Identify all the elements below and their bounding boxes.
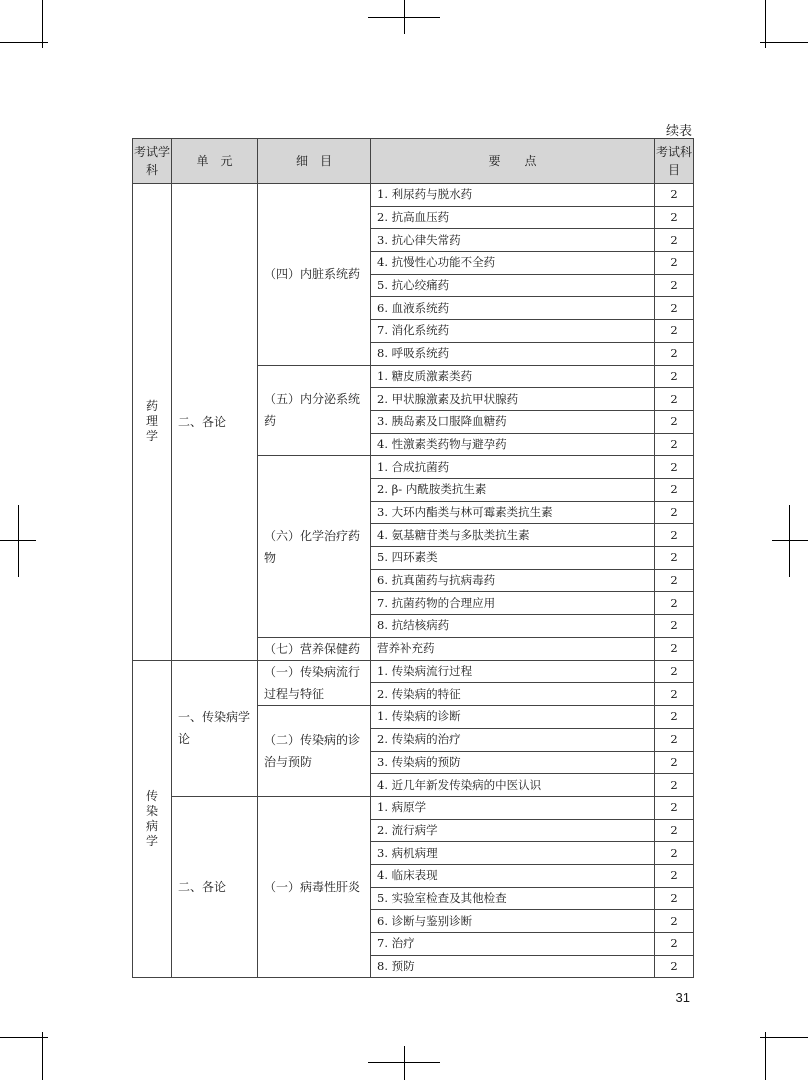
point-cell: 7. 抗菌药物的合理应用 <box>371 592 655 615</box>
point-cell: 2. 传染病的特征 <box>371 683 655 706</box>
exam-cell: 2 <box>655 955 694 978</box>
point-cell: 8. 预防 <box>371 955 655 978</box>
subject-cell <box>133 184 172 661</box>
point-cell: 1. 利尿药与脱水药 <box>371 184 655 207</box>
point-cell: 7. 治疗 <box>371 933 655 956</box>
point-cell: 3. 抗心律失常药 <box>371 229 655 252</box>
exam-cell: 2 <box>655 887 694 910</box>
exam-cell: 2 <box>655 184 694 207</box>
exam-cell: 2 <box>655 933 694 956</box>
exam-cell: 2 <box>655 524 694 547</box>
point-cell: 6. 抗真菌药与抗病毒药 <box>371 569 655 592</box>
exam-cell: 2 <box>655 456 694 479</box>
table-row <box>133 184 694 207</box>
unit-cell: 一、传染病学论 <box>172 660 258 796</box>
point-cell: 3. 大环内酯类与林可霉素类抗生素 <box>371 501 655 524</box>
point-cell: 5. 四环素类 <box>371 547 655 570</box>
exam-cell: 2 <box>655 365 694 388</box>
exam-cell: 2 <box>655 274 694 297</box>
exam-cell: 2 <box>655 206 694 229</box>
detail-cell: （一）病毒性肝炎 <box>258 796 371 978</box>
exam-cell: 2 <box>655 751 694 774</box>
exam-cell: 2 <box>655 569 694 592</box>
detail-cell: （四）内脏系统药 <box>258 184 371 366</box>
point-cell: 6. 诊断与鉴别诊断 <box>371 910 655 933</box>
point-cell: 7. 消化系统药 <box>371 320 655 343</box>
point-cell: 2. β- 内酰胺类抗生素 <box>371 478 655 501</box>
point-cell: 2. 流行病学 <box>371 819 655 842</box>
point-cell: 4. 氨基糖苷类与多肽类抗生素 <box>371 524 655 547</box>
exam-cell: 2 <box>655 547 694 570</box>
exam-cell: 2 <box>655 501 694 524</box>
exam-cell: 2 <box>655 592 694 615</box>
header-unit: 单 元 <box>172 139 258 184</box>
exam-cell: 2 <box>655 297 694 320</box>
point-cell: 2. 传染病的治疗 <box>371 728 655 751</box>
exam-cell: 2 <box>655 320 694 343</box>
point-cell: 3. 胰岛素及口服降血糖药 <box>371 410 655 433</box>
header-points: 要 点 <box>371 139 655 184</box>
point-cell: 1. 糖皮质激素类药 <box>371 365 655 388</box>
header-detail: 细 目 <box>258 139 371 184</box>
exam-cell: 2 <box>655 637 694 660</box>
detail-cell: （二）传染病的诊治与预防 <box>258 706 371 797</box>
point-cell: 5. 抗心绞痛药 <box>371 274 655 297</box>
table-row <box>133 660 694 683</box>
detail-cell: （一）传染病流行过程与特征 <box>258 660 371 705</box>
point-cell: 1. 传染病的诊断 <box>371 706 655 729</box>
point-cell: 8. 抗结核病药 <box>371 615 655 638</box>
exam-cell: 2 <box>655 342 694 365</box>
point-cell: 营养补充药 <box>371 637 655 660</box>
point-cell: 1. 病原学 <box>371 796 655 819</box>
exam-cell: 2 <box>655 842 694 865</box>
exam-cell: 2 <box>655 433 694 456</box>
exam-cell: 2 <box>655 728 694 751</box>
point-cell: 4. 近几年新发传染病的中医认识 <box>371 774 655 797</box>
exam-cell: 2 <box>655 706 694 729</box>
point-cell: 8. 呼吸系统药 <box>371 342 655 365</box>
exam-cell: 2 <box>655 615 694 638</box>
exam-cell: 2 <box>655 683 694 706</box>
detail-cell: （七）营养保健药 <box>258 637 371 660</box>
exam-syllabus-table <box>132 138 694 978</box>
point-cell: 4. 临床表现 <box>371 864 655 887</box>
exam-cell: 2 <box>655 796 694 819</box>
subject-label: 传染病学 <box>145 789 158 849</box>
subject-cell <box>133 660 172 978</box>
point-cell: 2. 甲状腺激素及抗甲状腺药 <box>371 388 655 411</box>
point-cell: 4. 性激素类药物与避孕药 <box>371 433 655 456</box>
subject-label: 药理学 <box>145 399 158 444</box>
table-header-row <box>133 139 694 184</box>
point-cell: 4. 抗慢性心功能不全药 <box>371 252 655 275</box>
point-cell: 2. 抗高血压药 <box>371 206 655 229</box>
point-cell: 1. 合成抗菌药 <box>371 456 655 479</box>
detail-cell: （六）化学治疗药物 <box>258 456 371 638</box>
exam-cell: 2 <box>655 252 694 275</box>
exam-cell: 2 <box>655 910 694 933</box>
exam-cell: 2 <box>655 819 694 842</box>
point-cell: 1. 传染病流行过程 <box>371 660 655 683</box>
unit-cell: 二、各论 <box>172 184 258 661</box>
continued-label: 续表 <box>665 124 692 139</box>
header-exam: 考试科目 <box>655 139 694 184</box>
point-cell: 3. 病机病理 <box>371 842 655 865</box>
header-subject: 考试学科 <box>133 139 172 184</box>
exam-cell: 2 <box>655 388 694 411</box>
exam-cell: 2 <box>655 660 694 683</box>
detail-cell: （五）内分泌系统药 <box>258 365 371 456</box>
exam-cell: 2 <box>655 410 694 433</box>
point-cell: 3. 传染病的预防 <box>371 751 655 774</box>
table-row <box>133 796 694 819</box>
point-cell: 6. 血液系统药 <box>371 297 655 320</box>
exam-cell: 2 <box>655 864 694 887</box>
exam-cell: 2 <box>655 478 694 501</box>
point-cell: 5. 实验室检查及其他检查 <box>371 887 655 910</box>
exam-cell: 2 <box>655 229 694 252</box>
page-number: 31 <box>675 990 690 1005</box>
exam-cell: 2 <box>655 774 694 797</box>
table-body <box>133 184 694 978</box>
unit-cell: 二、各论 <box>172 796 258 978</box>
